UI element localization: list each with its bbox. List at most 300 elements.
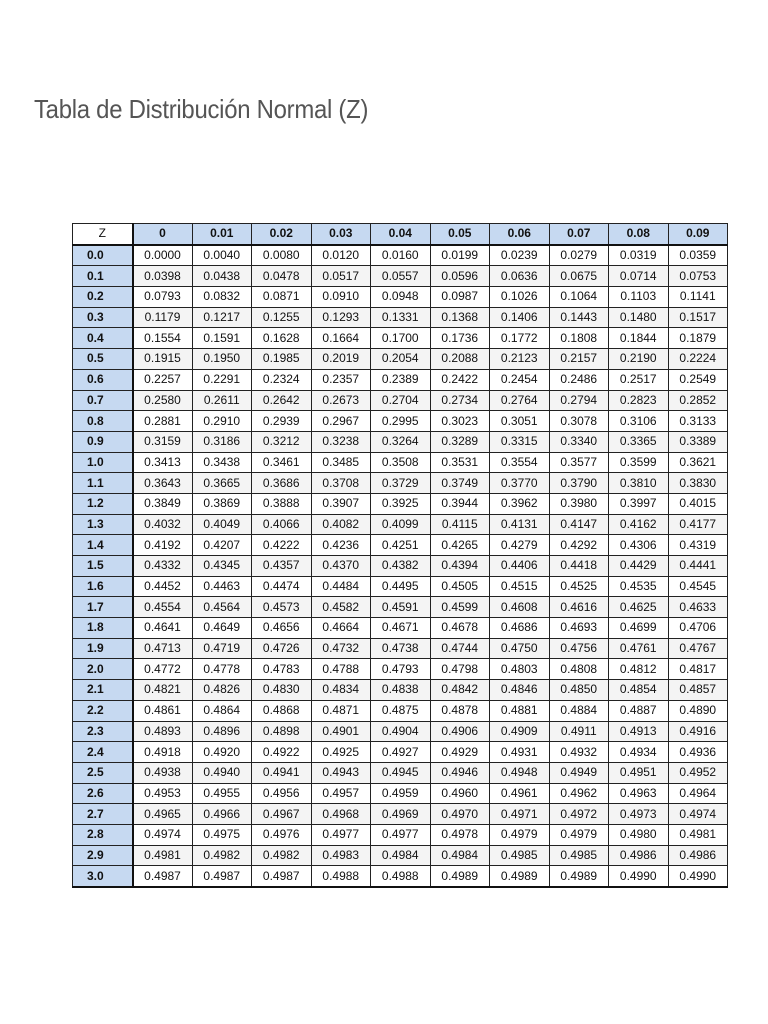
table-cell: 0.3238 bbox=[311, 431, 371, 452]
table-cell: 0.4973 bbox=[609, 804, 669, 825]
table-cell: 0.2611 bbox=[192, 390, 252, 411]
table-cell: 0.1026 bbox=[490, 287, 550, 308]
table-cell: 0.4979 bbox=[490, 824, 550, 845]
table-cell: 0.4931 bbox=[490, 742, 550, 763]
table-cell: 0.4699 bbox=[609, 618, 669, 639]
table-cell: 0.4678 bbox=[430, 618, 490, 639]
table-cell: 0.4535 bbox=[609, 576, 669, 597]
table-cell: 0.4251 bbox=[371, 535, 431, 556]
table-cell: 0.4177 bbox=[668, 514, 728, 535]
table-row bbox=[73, 618, 728, 639]
table-cell: 0.4834 bbox=[311, 680, 371, 701]
table-cell: 0.4951 bbox=[609, 762, 669, 783]
table-cell: 0.4616 bbox=[549, 597, 609, 618]
table-cell: 0.4750 bbox=[490, 638, 550, 659]
table-cell: 0.3810 bbox=[609, 473, 669, 494]
table-cell: 0.4976 bbox=[252, 824, 312, 845]
table-cell: 0.2580 bbox=[133, 390, 193, 411]
table-cell: 0.1064 bbox=[549, 287, 609, 308]
table-cell: 0.1179 bbox=[133, 307, 193, 328]
table-cell: 0.4162 bbox=[609, 514, 669, 535]
table-cell: 0.4986 bbox=[668, 845, 728, 866]
row-header-z: 0.4 bbox=[73, 328, 133, 349]
table-cell: 0.1700 bbox=[371, 328, 431, 349]
table-cell: 0.2704 bbox=[371, 390, 431, 411]
table-cell: 0.1517 bbox=[668, 307, 728, 328]
table-cell: 0.4826 bbox=[192, 680, 252, 701]
table-cell: 0.4857 bbox=[668, 680, 728, 701]
table-cell: 0.2939 bbox=[252, 411, 312, 432]
table-cell: 0.4357 bbox=[252, 556, 312, 577]
table-cell: 0.4838 bbox=[371, 680, 431, 701]
table-row bbox=[73, 597, 728, 618]
table-cell: 0.4989 bbox=[430, 866, 490, 887]
table-cell: 0.0478 bbox=[252, 266, 312, 287]
table-cell: 0.0517 bbox=[311, 266, 371, 287]
table-cell: 0.3599 bbox=[609, 452, 669, 473]
table-cell: 0.4989 bbox=[490, 866, 550, 887]
table-cell: 0.0910 bbox=[311, 287, 371, 308]
table-cell: 0.2190 bbox=[609, 349, 669, 370]
table-cell: 0.4945 bbox=[371, 762, 431, 783]
table-cell: 0.2422 bbox=[430, 369, 490, 390]
table-cell: 0.1103 bbox=[609, 287, 669, 308]
table-cell: 0.3485 bbox=[311, 452, 371, 473]
table-cell: 0.2324 bbox=[252, 369, 312, 390]
table-cell: 0.3106 bbox=[609, 411, 669, 432]
table-cell: 0.2764 bbox=[490, 390, 550, 411]
column-header: 0.03 bbox=[311, 224, 371, 245]
table-cell: 0.0120 bbox=[311, 245, 371, 266]
table-row bbox=[73, 245, 728, 266]
table-cell: 0.4959 bbox=[371, 783, 431, 804]
table-cell: 0.0279 bbox=[549, 245, 609, 266]
column-header: 0.05 bbox=[430, 224, 490, 245]
table-cell: 0.4591 bbox=[371, 597, 431, 618]
table-row bbox=[73, 762, 728, 783]
table-cell: 0.4726 bbox=[252, 638, 312, 659]
column-header: 0.04 bbox=[371, 224, 431, 245]
table-cell: 0.4686 bbox=[490, 618, 550, 639]
table-cell: 0.3023 bbox=[430, 411, 490, 432]
table-cell: 0.3907 bbox=[311, 493, 371, 514]
table-cell: 0.4554 bbox=[133, 597, 193, 618]
table-cell: 0.1664 bbox=[311, 328, 371, 349]
table-cell: 0.4982 bbox=[192, 845, 252, 866]
table-cell: 0.4474 bbox=[252, 576, 312, 597]
table-cell: 0.4961 bbox=[490, 783, 550, 804]
column-header-z: Z bbox=[73, 224, 133, 245]
table-cell: 0.3997 bbox=[609, 493, 669, 514]
row-header-z: 0.7 bbox=[73, 390, 133, 411]
table-cell: 0.0675 bbox=[549, 266, 609, 287]
table-cell: 0.4671 bbox=[371, 618, 431, 639]
table-cell: 0.2823 bbox=[609, 390, 669, 411]
row-header-z: 2.2 bbox=[73, 700, 133, 721]
table-cell: 0.2852 bbox=[668, 390, 728, 411]
table-cell: 0.4452 bbox=[133, 576, 193, 597]
table-cell: 0.4969 bbox=[371, 804, 431, 825]
table-cell: 0.4932 bbox=[549, 742, 609, 763]
table-cell: 0.3708 bbox=[311, 473, 371, 494]
table-cell: 0.4756 bbox=[549, 638, 609, 659]
table-cell: 0.0636 bbox=[490, 266, 550, 287]
table-cell: 0.4015 bbox=[668, 493, 728, 514]
table-cell: 0.4817 bbox=[668, 659, 728, 680]
table-cell: 0.4940 bbox=[192, 762, 252, 783]
row-header-z: 2.3 bbox=[73, 721, 133, 742]
table-cell: 0.3577 bbox=[549, 452, 609, 473]
table-cell: 0.4875 bbox=[371, 700, 431, 721]
table-row bbox=[73, 307, 728, 328]
row-header-z: 0.2 bbox=[73, 287, 133, 308]
page-title: Tabla de Distribución Normal (Z) bbox=[34, 94, 369, 124]
table-cell: 0.4719 bbox=[192, 638, 252, 659]
table-cell: 0.4956 bbox=[252, 783, 312, 804]
table-cell: 0.4861 bbox=[133, 700, 193, 721]
table-cell: 0.3554 bbox=[490, 452, 550, 473]
table-cell: 0.0832 bbox=[192, 287, 252, 308]
table-cell: 0.0199 bbox=[430, 245, 490, 266]
table-cell: 0.4979 bbox=[549, 824, 609, 845]
table-cell: 0.4738 bbox=[371, 638, 431, 659]
table-cell: 0.3962 bbox=[490, 493, 550, 514]
table-cell: 0.4967 bbox=[252, 804, 312, 825]
table-cell: 0.0438 bbox=[192, 266, 252, 287]
row-header-z: 2.5 bbox=[73, 762, 133, 783]
table-cell: 0.3770 bbox=[490, 473, 550, 494]
row-header-z: 3.0 bbox=[73, 866, 133, 887]
table-cell: 0.2486 bbox=[549, 369, 609, 390]
table-row bbox=[73, 556, 728, 577]
table-cell: 0.0793 bbox=[133, 287, 193, 308]
row-header-z: 0.6 bbox=[73, 369, 133, 390]
row-header-z: 1.0 bbox=[73, 452, 133, 473]
table-cell: 0.1141 bbox=[668, 287, 728, 308]
table-cell: 0.4515 bbox=[490, 576, 550, 597]
table-cell: 0.4943 bbox=[311, 762, 371, 783]
table-cell: 0.3413 bbox=[133, 452, 193, 473]
column-header: 0 bbox=[133, 224, 193, 245]
table-cell: 0.2157 bbox=[549, 349, 609, 370]
table-cell: 0.4981 bbox=[133, 845, 193, 866]
table-cell: 0.4887 bbox=[609, 700, 669, 721]
table-cell: 0.2794 bbox=[549, 390, 609, 411]
table-cell: 0.4927 bbox=[371, 742, 431, 763]
table-cell: 0.1808 bbox=[549, 328, 609, 349]
table-cell: 0.1628 bbox=[252, 328, 312, 349]
table-body bbox=[73, 245, 728, 887]
table-cell: 0.4625 bbox=[609, 597, 669, 618]
table-cell: 0.4778 bbox=[192, 659, 252, 680]
table-row bbox=[73, 700, 728, 721]
table-cell: 0.4965 bbox=[133, 804, 193, 825]
table-row bbox=[73, 680, 728, 701]
table-cell: 0.4938 bbox=[133, 762, 193, 783]
table-cell: 0.0948 bbox=[371, 287, 431, 308]
table-cell: 0.0753 bbox=[668, 266, 728, 287]
table-cell: 0.4989 bbox=[549, 866, 609, 887]
row-header-z: 1.9 bbox=[73, 638, 133, 659]
table-cell: 0.3186 bbox=[192, 431, 252, 452]
table-cell: 0.4032 bbox=[133, 514, 193, 535]
table-cell: 0.4974 bbox=[668, 804, 728, 825]
table-row bbox=[73, 535, 728, 556]
table-row bbox=[73, 721, 728, 742]
table-cell: 0.4988 bbox=[371, 866, 431, 887]
table-cell: 0.0398 bbox=[133, 266, 193, 287]
table-cell: 0.4985 bbox=[549, 845, 609, 866]
row-header-z: 0.1 bbox=[73, 266, 133, 287]
table-cell: 0.4049 bbox=[192, 514, 252, 535]
table-cell: 0.4949 bbox=[549, 762, 609, 783]
table-cell: 0.3159 bbox=[133, 431, 193, 452]
table-cell: 0.4788 bbox=[311, 659, 371, 680]
table-cell: 0.2549 bbox=[668, 369, 728, 390]
table-cell: 0.2389 bbox=[371, 369, 431, 390]
table-cell: 0.4988 bbox=[311, 866, 371, 887]
z-distribution-table bbox=[72, 223, 728, 888]
table-cell: 0.4941 bbox=[252, 762, 312, 783]
table-cell: 0.4772 bbox=[133, 659, 193, 680]
table-cell: 0.4418 bbox=[549, 556, 609, 577]
table-row bbox=[73, 287, 728, 308]
table-cell: 0.0557 bbox=[371, 266, 431, 287]
table-cell: 0.1480 bbox=[609, 307, 669, 328]
table-cell: 0.4960 bbox=[430, 783, 490, 804]
row-header-z: 1.8 bbox=[73, 618, 133, 639]
table-cell: 0.2673 bbox=[311, 390, 371, 411]
table-cell: 0.4987 bbox=[252, 866, 312, 887]
table-cell: 0.4115 bbox=[430, 514, 490, 535]
table-row bbox=[73, 659, 728, 680]
table-cell: 0.3686 bbox=[252, 473, 312, 494]
table-cell: 0.1217 bbox=[192, 307, 252, 328]
table-cell: 0.1591 bbox=[192, 328, 252, 349]
table-cell: 0.4986 bbox=[609, 845, 669, 866]
table-cell: 0.3643 bbox=[133, 473, 193, 494]
table-cell: 0.3621 bbox=[668, 452, 728, 473]
table-cell: 0.4868 bbox=[252, 700, 312, 721]
table-cell: 0.4633 bbox=[668, 597, 728, 618]
table-cell: 0.4066 bbox=[252, 514, 312, 535]
table-cell: 0.1443 bbox=[549, 307, 609, 328]
table-cell: 0.4222 bbox=[252, 535, 312, 556]
table-cell: 0.4854 bbox=[609, 680, 669, 701]
table-cell: 0.4370 bbox=[311, 556, 371, 577]
row-header-z: 1.1 bbox=[73, 473, 133, 494]
table-cell: 0.4987 bbox=[133, 866, 193, 887]
table-cell: 0.2454 bbox=[490, 369, 550, 390]
table-cell: 0.1331 bbox=[371, 307, 431, 328]
table-cell: 0.4803 bbox=[490, 659, 550, 680]
table-row bbox=[73, 866, 728, 887]
table-cell: 0.4920 bbox=[192, 742, 252, 763]
table-cell: 0.4713 bbox=[133, 638, 193, 659]
table-row bbox=[73, 804, 728, 825]
row-header-z: 0.5 bbox=[73, 349, 133, 370]
table-cell: 0.2123 bbox=[490, 349, 550, 370]
table-cell: 0.2224 bbox=[668, 349, 728, 370]
table-cell: 0.4968 bbox=[311, 804, 371, 825]
table-cell: 0.4966 bbox=[192, 804, 252, 825]
table-cell: 0.4904 bbox=[371, 721, 431, 742]
table-cell: 0.3869 bbox=[192, 493, 252, 514]
table-row bbox=[73, 638, 728, 659]
table-cell: 0.4982 bbox=[252, 845, 312, 866]
table-cell: 0.4706 bbox=[668, 618, 728, 639]
table-cell: 0.3830 bbox=[668, 473, 728, 494]
table-cell: 0.3461 bbox=[252, 452, 312, 473]
table-cell: 0.4345 bbox=[192, 556, 252, 577]
header-row bbox=[73, 224, 728, 245]
table-cell: 0.4656 bbox=[252, 618, 312, 639]
table-cell: 0.4962 bbox=[549, 783, 609, 804]
table-cell: 0.4984 bbox=[371, 845, 431, 866]
row-header-z: 2.0 bbox=[73, 659, 133, 680]
table-cell: 0.2642 bbox=[252, 390, 312, 411]
table-cell: 0.3212 bbox=[252, 431, 312, 452]
table-cell: 0.4394 bbox=[430, 556, 490, 577]
table-cell: 0.4846 bbox=[490, 680, 550, 701]
table-cell: 0.4864 bbox=[192, 700, 252, 721]
table-cell: 0.4147 bbox=[549, 514, 609, 535]
table-cell: 0.4505 bbox=[430, 576, 490, 597]
table-cell: 0.4732 bbox=[311, 638, 371, 659]
table-cell: 0.4821 bbox=[133, 680, 193, 701]
table-cell: 0.4545 bbox=[668, 576, 728, 597]
table-cell: 0.4918 bbox=[133, 742, 193, 763]
table-cell: 0.4929 bbox=[430, 742, 490, 763]
table-cell: 0.4913 bbox=[609, 721, 669, 742]
row-header-z: 2.4 bbox=[73, 742, 133, 763]
table-cell: 0.4099 bbox=[371, 514, 431, 535]
table-cell: 0.4946 bbox=[430, 762, 490, 783]
table-cell: 0.4279 bbox=[490, 535, 550, 556]
table-cell: 0.2881 bbox=[133, 411, 193, 432]
table-cell: 0.4980 bbox=[609, 824, 669, 845]
table-cell: 0.4893 bbox=[133, 721, 193, 742]
table-cell: 0.4971 bbox=[490, 804, 550, 825]
table-cell: 0.2291 bbox=[192, 369, 252, 390]
table-cell: 0.4664 bbox=[311, 618, 371, 639]
table-cell: 0.4744 bbox=[430, 638, 490, 659]
table-cell: 0.3944 bbox=[430, 493, 490, 514]
table-cell: 0.4975 bbox=[192, 824, 252, 845]
table-cell: 0.2054 bbox=[371, 349, 431, 370]
table-cell: 0.2967 bbox=[311, 411, 371, 432]
table-cell: 0.4842 bbox=[430, 680, 490, 701]
table-row bbox=[73, 266, 728, 287]
table-cell: 0.3340 bbox=[549, 431, 609, 452]
row-header-z: 2.1 bbox=[73, 680, 133, 701]
table-cell: 0.1985 bbox=[252, 349, 312, 370]
table-cell: 0.2088 bbox=[430, 349, 490, 370]
table-cell: 0.4911 bbox=[549, 721, 609, 742]
table-cell: 0.4990 bbox=[609, 866, 669, 887]
table-cell: 0.3888 bbox=[252, 493, 312, 514]
table-cell: 0.1736 bbox=[430, 328, 490, 349]
row-header-z: 1.3 bbox=[73, 514, 133, 535]
table-cell: 0.4901 bbox=[311, 721, 371, 742]
table-cell: 0.4957 bbox=[311, 783, 371, 804]
table-cell: 0.3790 bbox=[549, 473, 609, 494]
table-cell: 0.4934 bbox=[609, 742, 669, 763]
table-row bbox=[73, 349, 728, 370]
table-cell: 0.4495 bbox=[371, 576, 431, 597]
table-cell: 0.1406 bbox=[490, 307, 550, 328]
table-cell: 0.4207 bbox=[192, 535, 252, 556]
table-cell: 0.4974 bbox=[133, 824, 193, 845]
table-cell: 0.1772 bbox=[490, 328, 550, 349]
table-cell: 0.4192 bbox=[133, 535, 193, 556]
table-cell: 0.3133 bbox=[668, 411, 728, 432]
table-cell: 0.3729 bbox=[371, 473, 431, 494]
table-row bbox=[73, 845, 728, 866]
table-cell: 0.3264 bbox=[371, 431, 431, 452]
table-cell: 0.4878 bbox=[430, 700, 490, 721]
row-header-z: 1.6 bbox=[73, 576, 133, 597]
table-cell: 0.4896 bbox=[192, 721, 252, 742]
table-cell: 0.3849 bbox=[133, 493, 193, 514]
column-header: 0.06 bbox=[490, 224, 550, 245]
table-cell: 0.1915 bbox=[133, 349, 193, 370]
table-cell: 0.4850 bbox=[549, 680, 609, 701]
table-cell: 0.1293 bbox=[311, 307, 371, 328]
table-cell: 0.4382 bbox=[371, 556, 431, 577]
table-cell: 0.1255 bbox=[252, 307, 312, 328]
row-header-z: 0.3 bbox=[73, 307, 133, 328]
table-cell: 0.4319 bbox=[668, 535, 728, 556]
table-cell: 0.4812 bbox=[609, 659, 669, 680]
table-cell: 0.2257 bbox=[133, 369, 193, 390]
row-header-z: 2.8 bbox=[73, 824, 133, 845]
table-cell: 0.0080 bbox=[252, 245, 312, 266]
table-cell: 0.4871 bbox=[311, 700, 371, 721]
row-header-z: 1.7 bbox=[73, 597, 133, 618]
table-cell: 0.4649 bbox=[192, 618, 252, 639]
row-header-z: 2.6 bbox=[73, 783, 133, 804]
table-cell: 0.4948 bbox=[490, 762, 550, 783]
table-cell: 0.3315 bbox=[490, 431, 550, 452]
table-cell: 0.3749 bbox=[430, 473, 490, 494]
row-header-z: 1.4 bbox=[73, 535, 133, 556]
table-cell: 0.4608 bbox=[490, 597, 550, 618]
row-header-z: 2.9 bbox=[73, 845, 133, 866]
table-cell: 0.1879 bbox=[668, 328, 728, 349]
table-cell: 0.4332 bbox=[133, 556, 193, 577]
table-cell: 0.2734 bbox=[430, 390, 490, 411]
table-cell: 0.4564 bbox=[192, 597, 252, 618]
table-cell: 0.3438 bbox=[192, 452, 252, 473]
table-cell: 0.4987 bbox=[192, 866, 252, 887]
table-cell: 0.3365 bbox=[609, 431, 669, 452]
table-cell: 0.4793 bbox=[371, 659, 431, 680]
table-cell: 0.0319 bbox=[609, 245, 669, 266]
table-cell: 0.4925 bbox=[311, 742, 371, 763]
table-cell: 0.4484 bbox=[311, 576, 371, 597]
table-row bbox=[73, 783, 728, 804]
table-cell: 0.4977 bbox=[371, 824, 431, 845]
table-cell: 0.3078 bbox=[549, 411, 609, 432]
table-cell: 0.4641 bbox=[133, 618, 193, 639]
table-row bbox=[73, 411, 728, 432]
table-cell: 0.0160 bbox=[371, 245, 431, 266]
table-cell: 0.1950 bbox=[192, 349, 252, 370]
table-cell: 0.4463 bbox=[192, 576, 252, 597]
table-row bbox=[73, 473, 728, 494]
table-cell: 0.2019 bbox=[311, 349, 371, 370]
